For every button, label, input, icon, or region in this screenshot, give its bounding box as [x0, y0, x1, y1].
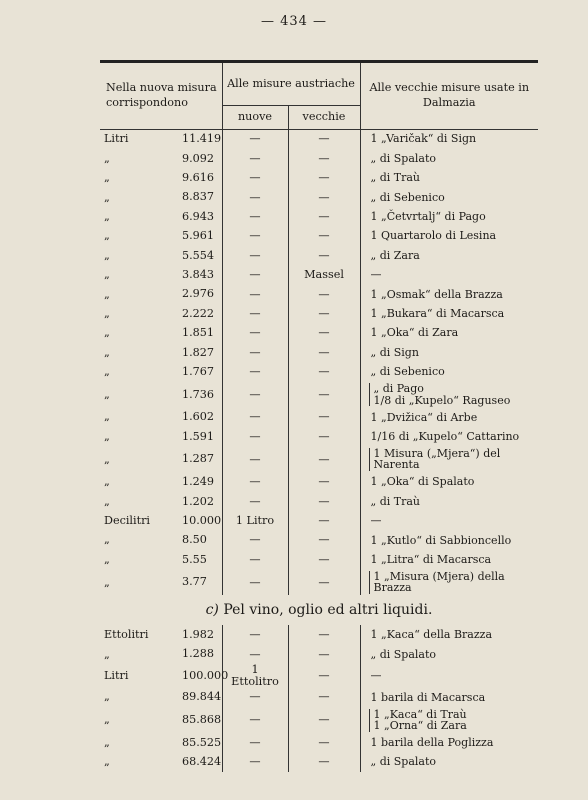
nuove-cell: —	[222, 285, 288, 304]
measure-cell	[100, 569, 222, 595]
measure-cell	[100, 511, 222, 530]
vecchie-cell: —	[288, 531, 360, 550]
dalmatian-cell: „ di Spalato	[360, 149, 538, 168]
nuove-cell: —	[222, 408, 288, 427]
measure-value: 2.976	[182, 287, 215, 301]
dalmatian-cell: „ di Spalato	[360, 752, 538, 771]
nuove-cell: —	[222, 304, 288, 323]
unit-label: „	[104, 575, 110, 589]
dalmatian-cell	[360, 446, 538, 472]
brace-group	[369, 571, 535, 594]
measure-cell	[100, 227, 222, 246]
table-row	[100, 408, 538, 427]
dalmatian-cell: —	[360, 511, 538, 530]
table-row	[100, 188, 538, 207]
dalmatian-cell	[360, 569, 538, 595]
measure-cell	[100, 149, 222, 168]
nuove-cell: —	[222, 168, 288, 187]
table-row	[100, 149, 538, 168]
table-row	[100, 129, 538, 149]
dalmatian-line-1: 1 „Misura (Mjera) della	[373, 569, 505, 583]
unit-label: „	[104, 268, 110, 282]
nuove-cell: —	[222, 733, 288, 752]
measure-value: 6.943	[182, 209, 215, 223]
measure-cell	[100, 246, 222, 265]
unit-label: „	[104, 552, 110, 566]
vecchie-cell: —	[288, 733, 360, 752]
measure-value: 100.000	[182, 669, 229, 683]
unit-label: „	[104, 306, 110, 320]
measure-value: 8.837	[182, 190, 215, 204]
measure-cell	[100, 285, 222, 304]
vecchie-cell: —	[288, 227, 360, 246]
measure-value: 11.419	[182, 132, 222, 146]
unit-label: Ettolitri	[104, 628, 149, 642]
nuove-cell: —	[222, 645, 288, 664]
vecchie-cell: —	[288, 188, 360, 207]
measure-value: 5.55	[182, 552, 207, 566]
table-row	[100, 664, 538, 688]
nuove-cell: —	[222, 382, 288, 408]
measures-table	[100, 60, 538, 772]
vecchie-cell: —	[288, 343, 360, 362]
nuove-cell: —	[222, 129, 288, 149]
unit-label: „	[104, 494, 110, 508]
nuove-cell: —	[222, 149, 288, 168]
table-header	[100, 63, 538, 129]
measure-cell	[100, 362, 222, 381]
measure-value: 5.961	[182, 229, 215, 243]
table-row	[100, 625, 538, 644]
dalmatian-line-2: Brazza	[373, 581, 412, 595]
dalmatian-line-2: Narenta	[373, 458, 420, 472]
dalmatian-cell: 1/16 di „Kupelo“ Cattarino	[360, 427, 538, 446]
vecchie-cell: —	[288, 569, 360, 595]
measure-cell	[100, 265, 222, 284]
section-c-heading	[100, 595, 538, 625]
dalmatian-line-1: 1 „Kaca“ di Traù	[373, 707, 467, 721]
vecchie-cell: —	[288, 511, 360, 530]
nuove-cell: —	[222, 446, 288, 472]
measure-cell	[100, 645, 222, 664]
vecchie-cell: —	[288, 382, 360, 408]
table-row	[100, 362, 538, 381]
table-row	[100, 707, 538, 733]
vecchie-cell: —	[288, 492, 360, 511]
dalmatian-line-2: 1/8 di „Kupelo“ Raguseo	[373, 393, 511, 407]
nuove-cell: —	[222, 362, 288, 381]
table-row	[100, 645, 538, 664]
measure-cell	[100, 382, 222, 408]
measure-cell	[100, 323, 222, 342]
vecchie-cell: —	[288, 645, 360, 664]
nuove-cell: —	[222, 472, 288, 491]
unit-label: „	[104, 190, 110, 204]
nuove-cell: —	[222, 550, 288, 569]
measure-value: 1.591	[182, 429, 215, 443]
vecchie-cell: —	[288, 149, 360, 168]
vecchie-cell: —	[288, 323, 360, 342]
unit-label: „	[104, 735, 110, 749]
brace-group	[369, 383, 535, 406]
measure-value: 9.616	[182, 171, 215, 185]
measure-value: 89.844	[182, 690, 222, 704]
unit-label: „	[104, 151, 110, 165]
nuove-cell: 1 Ettolitro	[222, 664, 288, 688]
vecchie-cell: —	[288, 625, 360, 644]
unit-label: „	[104, 475, 110, 489]
dalmatian-cell: „ di Spalato	[360, 645, 538, 664]
table-body-section-b	[100, 129, 538, 595]
table-row	[100, 531, 538, 550]
measure-value: 3.77	[182, 575, 207, 589]
measure-cell	[100, 188, 222, 207]
unit-label: Litri	[104, 132, 129, 146]
header-dalmatian-measures: Alle vecchie misure usate in Dalmazia	[360, 63, 538, 129]
measure-cell	[100, 733, 222, 752]
measure-value: 3.843	[182, 268, 215, 282]
unit-label: „	[104, 429, 110, 443]
dalmatian-cell: „ di Sign	[360, 343, 538, 362]
conversion-table	[100, 63, 538, 772]
dalmatian-cell	[360, 707, 538, 733]
unit-label: „	[104, 690, 110, 704]
vecchie-cell: —	[288, 408, 360, 427]
measure-cell	[100, 304, 222, 323]
measure-value: 1.249	[182, 475, 215, 489]
dalmatian-cell: 1 Quartarolo di Lesina	[360, 227, 538, 246]
vecchie-cell: —	[288, 129, 360, 149]
measure-cell	[100, 531, 222, 550]
measure-value: 1.602	[182, 410, 215, 424]
nuove-cell: —	[222, 323, 288, 342]
nuove-cell: —	[222, 343, 288, 362]
unit-label: „	[104, 387, 110, 401]
table-row	[100, 427, 538, 446]
measure-value: 1.202	[182, 494, 215, 508]
unit-label: „	[104, 326, 110, 340]
measure-value: 68.424	[182, 755, 222, 769]
measure-value: 85.868	[182, 713, 222, 727]
vecchie-cell: —	[288, 285, 360, 304]
vecchie-cell: Massel	[288, 265, 360, 284]
nuove-cell: —	[222, 207, 288, 226]
nuove-cell: —	[222, 707, 288, 733]
unit-label: „	[104, 452, 110, 466]
header-vecchie: vecchie	[288, 106, 360, 130]
measure-cell	[100, 688, 222, 707]
measure-cell	[100, 550, 222, 569]
table-row	[100, 511, 538, 530]
measure-value: 8.50	[182, 533, 207, 547]
nuove-cell: —	[222, 188, 288, 207]
table-row	[100, 446, 538, 472]
measure-cell	[100, 343, 222, 362]
measure-value: 10.000	[182, 514, 222, 528]
table-row	[100, 246, 538, 265]
dalmatian-cell: 1 „Varičak“ di Sign	[360, 129, 538, 149]
dalmatian-cell: —	[360, 664, 538, 688]
measure-value: 1.736	[182, 387, 215, 401]
dalmatian-cell: 1 „Kaca“ della Brazza	[360, 625, 538, 644]
dalmatian-cell	[360, 382, 538, 408]
measure-cell	[100, 168, 222, 187]
dalmatian-cell: „ di Zara	[360, 246, 538, 265]
dalmatian-line-2: 1 „Orna“ di Zara	[373, 719, 467, 733]
measure-cell	[100, 664, 229, 688]
header-austrian-measures: Alle misure austriache	[222, 63, 360, 106]
dalmatian-cell: 1 „Oka“ di Zara	[360, 323, 538, 342]
table-body-section-c	[100, 625, 538, 771]
measure-cell	[100, 129, 222, 149]
vecchie-cell: —	[288, 446, 360, 472]
nuove-cell: —	[222, 625, 288, 644]
nuove-cell: —	[222, 569, 288, 595]
unit-label: „	[104, 287, 110, 301]
table-row	[100, 343, 538, 362]
dalmatian-cell: 1 „Bukara“ di Macarsca	[360, 304, 538, 323]
header-nuove: nuove	[222, 106, 288, 130]
vecchie-cell: —	[288, 168, 360, 187]
table-row	[100, 382, 538, 408]
vecchie-cell: —	[288, 304, 360, 323]
nuove-cell: —	[222, 227, 288, 246]
dalmatian-line-1: 1 Misura („Mjera“) del	[373, 446, 501, 460]
section-c-title	[100, 595, 538, 625]
unit-label: „	[104, 248, 110, 262]
page-number: — 434 —	[260, 14, 328, 29]
unit-label: „	[104, 209, 110, 223]
unit-label: „	[104, 345, 110, 359]
nuove-cell: —	[222, 427, 288, 446]
table-row	[100, 323, 538, 342]
dalmatian-cell: 1 „Kutlo“ di Sabbioncello	[360, 531, 538, 550]
measure-value: 1.827	[182, 345, 215, 359]
vecchie-cell: —	[288, 246, 360, 265]
table-row	[100, 265, 538, 284]
nuove-cell: —	[222, 265, 288, 284]
measure-value: 1.288	[182, 647, 215, 661]
unit-label: „	[104, 365, 110, 379]
measure-cell	[100, 427, 222, 446]
dalmatian-cell: „ di Sebenico	[360, 362, 538, 381]
dalmatian-cell: —	[360, 265, 538, 284]
table-row	[100, 688, 538, 707]
vecchie-cell: —	[288, 207, 360, 226]
nuove-cell: —	[222, 531, 288, 550]
table-row	[100, 752, 538, 771]
table-row	[100, 472, 538, 491]
measure-value: 5.554	[182, 248, 215, 262]
dalmatian-cell: 1 „Dvižica“ di Arbe	[360, 408, 538, 427]
dalmatian-cell: „ di Sebenico	[360, 188, 538, 207]
measure-cell	[100, 472, 222, 491]
vecchie-cell: —	[288, 427, 360, 446]
measure-value: 1.767	[182, 365, 215, 379]
measure-cell	[100, 492, 222, 511]
table-row	[100, 285, 538, 304]
vecchie-cell: —	[288, 752, 360, 771]
dalmatian-cell: 1 barila della Poglizza	[360, 733, 538, 752]
table-row	[100, 492, 538, 511]
measure-value: 2.222	[182, 306, 215, 320]
measure-cell	[100, 707, 222, 733]
nuove-cell: —	[222, 688, 288, 707]
table-row	[100, 207, 538, 226]
vecchie-cell: —	[288, 362, 360, 381]
dalmatian-cell: 1 „Četvrtalj“ di Pago	[360, 207, 538, 226]
unit-label: „	[104, 755, 110, 769]
dalmatian-line-1: „ di Pago	[373, 382, 424, 396]
table-row	[100, 569, 538, 595]
measure-cell	[100, 625, 222, 644]
unit-label: „	[104, 713, 110, 727]
dalmatian-cell: 1 „Osmak“ della Brazza	[360, 285, 538, 304]
unit-label: Litri	[104, 669, 129, 683]
vecchie-cell: —	[288, 550, 360, 569]
unit-label: „	[104, 171, 110, 185]
unit-label: „	[104, 229, 110, 243]
unit-label: „	[104, 533, 110, 547]
vecchie-cell: —	[288, 664, 360, 688]
measure-value: 9.092	[182, 151, 215, 165]
measure-value: 1.982	[182, 628, 215, 642]
vecchie-cell: —	[288, 707, 360, 733]
section-c-text: Pel vino, oglio ed altri liquidi.	[223, 602, 433, 619]
vecchie-cell: —	[288, 472, 360, 491]
dalmatian-cell: 1 „Oka“ di Spalato	[360, 472, 538, 491]
nuove-cell: —	[222, 492, 288, 511]
measure-value: 85.525	[182, 735, 222, 749]
measure-cell	[100, 446, 222, 472]
nuove-cell: —	[222, 752, 288, 771]
brace-group	[369, 448, 535, 471]
brace-group	[369, 709, 535, 732]
nuove-cell: —	[222, 246, 288, 265]
nuove-cell: 1 Litro	[222, 511, 288, 530]
measure-cell	[100, 408, 222, 427]
dalmatian-cell: 1 barila di Macarsca	[360, 688, 538, 707]
table-row	[100, 168, 538, 187]
section-c-letter: c)	[205, 602, 219, 619]
measure-cell	[100, 752, 222, 771]
table-row	[100, 304, 538, 323]
table-row	[100, 550, 538, 569]
measure-value: 1.851	[182, 326, 215, 340]
measure-cell	[100, 207, 222, 226]
vecchie-cell: —	[288, 688, 360, 707]
dalmatian-cell: „ di Traù	[360, 492, 538, 511]
header-new-measure: Nella nuova misura corrispondono	[100, 63, 222, 129]
table-row	[100, 733, 538, 752]
unit-label: „	[104, 647, 110, 661]
measure-value: 1.287	[182, 452, 215, 466]
table-row	[100, 227, 538, 246]
unit-label: Decilitri	[104, 514, 151, 528]
dalmatian-cell: 1 „Litra“ di Macarsca	[360, 550, 538, 569]
unit-label: „	[104, 410, 110, 424]
dalmatian-cell: „ di Traù	[360, 168, 538, 187]
